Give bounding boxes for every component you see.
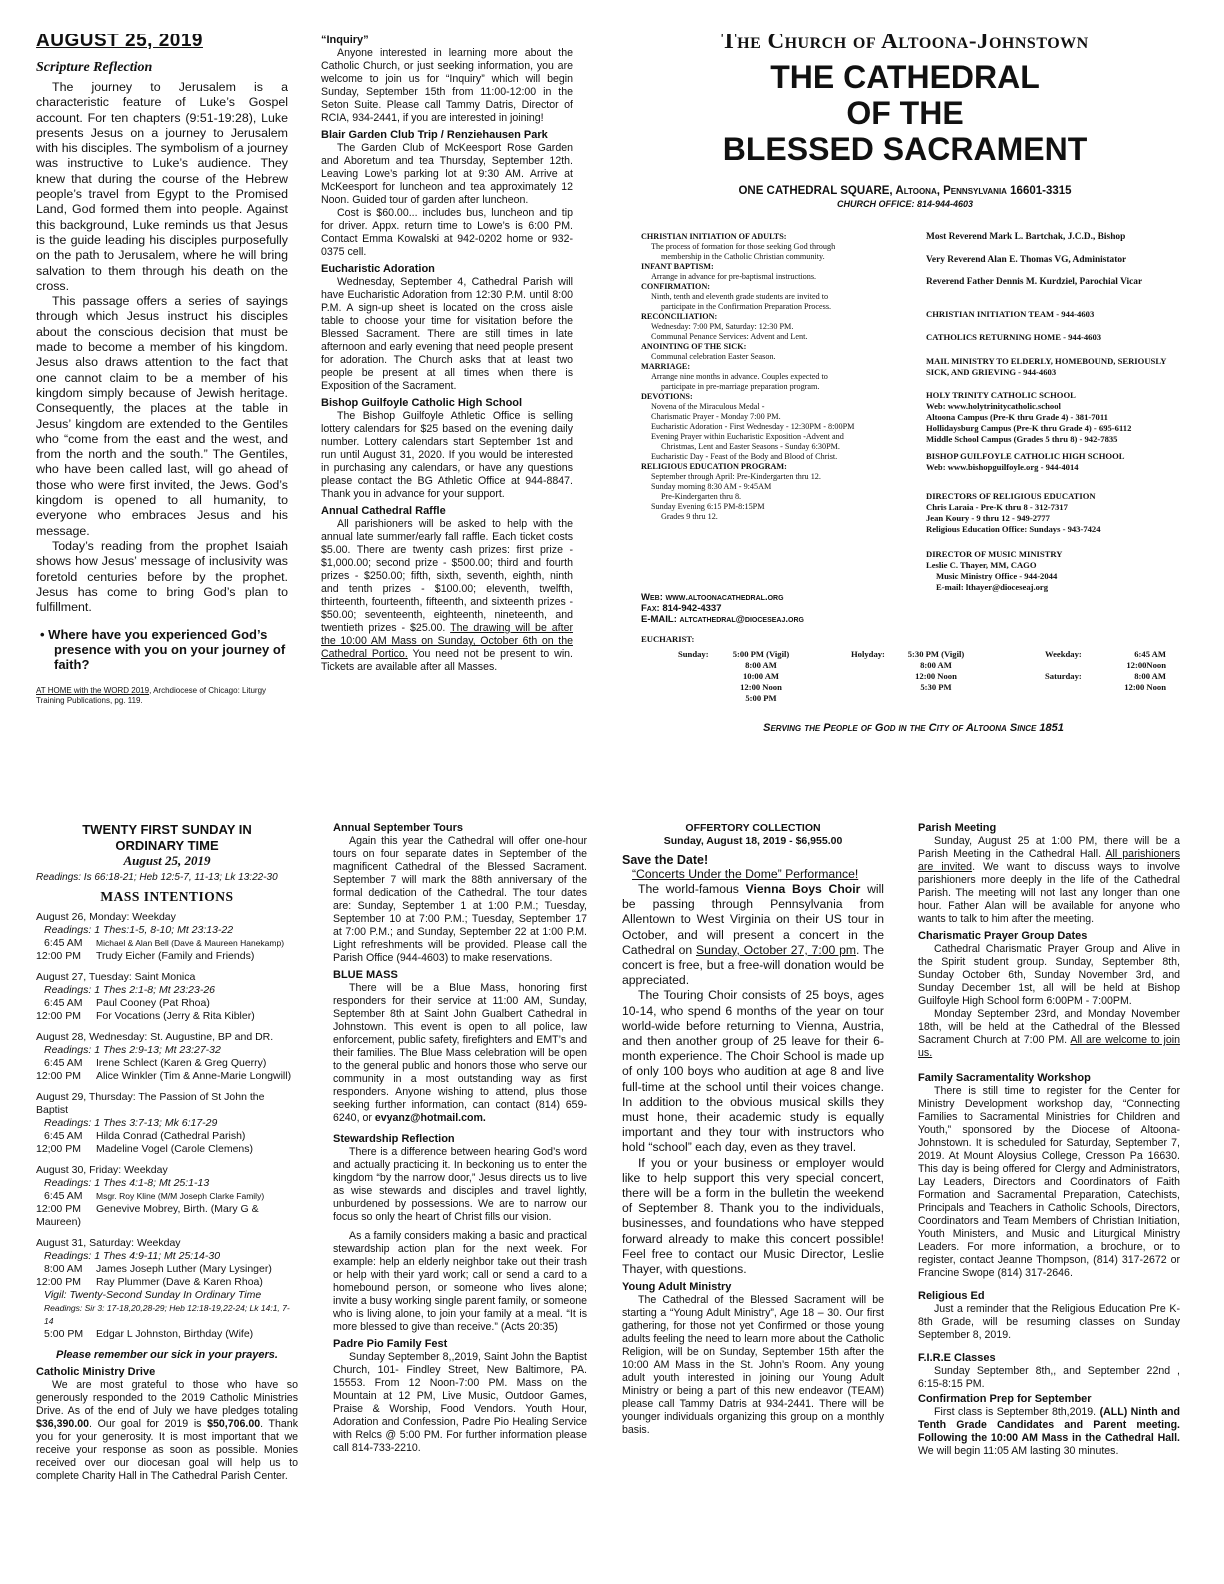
weekday-time: 12:00Noon [1126, 660, 1166, 670]
cathedral-line-2: OF THE [846, 95, 964, 131]
mass-intention [36, 1130, 298, 1143]
holyday-time: 5:30 PM [920, 682, 952, 692]
bg-text: The Bishop Guilfoyle Athletic Office is selling lottery calendars for $25 based on the evening daily number. Lottery calendars start September 1st and run until August 31, 2020. If you would be interested in purchasing any calendars, or have any questions please contact the BG Athletic Office at 944-8847. Thank you in advance for your support. [321, 410, 573, 500]
serving-tagline: Serving the People of God in the City of Altoona Since 1851 [763, 722, 1064, 734]
dre-title: DIRECTORS OF RELIGIOUS EDUCATION [926, 490, 1096, 501]
sacrament-title: CHRISTIAN INITIATION OF ADULTS: [641, 232, 787, 241]
sacrament-detail: Novena of the Miraculous Medal - [651, 402, 765, 411]
mass-day-title: August 27, Tuesday: Saint Monica [36, 971, 196, 983]
sacrament-detail: Arrange in advance for pre-baptismal instructions. [651, 272, 817, 281]
saturday-time: 8:00 AM [1134, 671, 1166, 681]
sacrament-detail: participate in the Confirmation Preparation Process. [661, 302, 832, 311]
concert-date: Sunday, October 27, 7:00 pm [696, 942, 856, 957]
support-text: If you or your business or employer would like to help support this very special concert, there will be a form in the bulletin the weekend of September 8. Thank you to the individuals, businesses, and foundations who have stepped forward already to make this concert possible! Feel free to contact our Music Director, Leslie Thayer, with questions. [622, 1155, 884, 1277]
sacrament-detail: Christmas, Lent and Easter Seasons - Sunday 6:30PM. [661, 442, 840, 451]
mass-time: 8:00 AM [44, 1263, 83, 1275]
music-email[interactable]: E-mail: lthayer@dioceseaj.org [936, 581, 1049, 592]
blue-mass-text-a: There will be a Blue Mass, honoring first responders for their service at 11:00 AM, Sunday, September 8th at Saint John Gualbert Cathedral in Johnstown. This event is open to all police, law enforcement, public safety, firefighters and EMT’s and their families. The Blue Mass celebration will be open to the general public and honors those who serve our community in a most outstanding way as first responders. Anyone wishing to attend, plus those seeking further information, can contact (814) 659-6240, or [333, 982, 587, 1124]
mass-intention-text: Madeline Vogel (Carole Clemens) [96, 1143, 253, 1155]
citation [36, 686, 288, 706]
bulletin-date: AUGUST 25, 2019 [36, 34, 203, 51]
mass-time: 12:00 PM [36, 950, 81, 962]
sunday-label: Sunday: [678, 649, 709, 659]
mass-day-readings: Readings: 1 Thes 2:1-8; Mt 23:23-26 [44, 984, 216, 996]
mass-intention-text: Paul Cooney (Pat Rhoa) [96, 997, 210, 1009]
scripture-column [36, 34, 288, 754]
sacrament-title: RECONCILIATION: [641, 312, 718, 321]
offertory-amount: Sunday, August 18, 2019 - $6,955.00 [663, 835, 843, 847]
mass-day-title: August 30, Friday: Weekday [36, 1164, 168, 1176]
inquiry-text: Anyone interested in learning more about the Catholic Church, or just seeking information, you are welcome to join us for “Inquiry” which will begin Sunday, September 15th from 11:00-12:00 in the Seton Suite. Please call Tammy Datris, Director of RCIA, 934-2441, if you are interested in joining! [321, 47, 573, 124]
mass-time: 12:00 PM [36, 1276, 81, 1288]
liturgical-title: TWENTY FIRST SUNDAY IN ORDINARY TIME [82, 822, 252, 853]
weekday-time: 6:45 AM [1134, 649, 1166, 659]
staff-vicar: Reverend Father Dennis M. Kurdziel, Parochial Vicar [926, 277, 1143, 287]
concert-column [622, 822, 884, 1562]
dre-line: Jean Koury - 9 thru 12 - 949-2777 [926, 512, 1050, 523]
holyday-times [896, 649, 976, 693]
mass-intention-text: James Joseph Luther (Mary Lysinger) [96, 1263, 272, 1275]
sacrament-detail: Communal celebration Easter Season. [651, 352, 776, 361]
mass-intention [36, 937, 298, 950]
concert-text [622, 882, 884, 988]
scripture-para: The journey to Jerusalem is a characteristic feature of Luke’s Gospel account. For ten chapters (9:51-19:28), Luke presents Jesus on a journey to Jerusalem with his disciples. The symbolism of a journey was instructive to Luke’s audience. They knew that during the course of the Hebrew people’s travel from Egypt to the Promised Land, God formed them into people. Against this background, Luke reminds us that Jesus is the guide leading his disciples purposefully on the path to Jerusalem, where he will bring salvation to them through his death on the cross. [36, 80, 288, 293]
mass-intention-text: Ray Plummer (Dave & Karen Rhoa) [96, 1276, 263, 1288]
sacrament-detail: The process of formation for those seeking God through [651, 242, 836, 251]
eucharist-schedule [641, 634, 1186, 714]
sacrament-title: INFANT BAPTISM: [641, 262, 714, 271]
confirmation-text-a: First class is September 8th,2019. [934, 1406, 1100, 1418]
sacrament-detail: Arrange nine months in advance. Couples expected to [651, 372, 828, 381]
sunday-times [721, 649, 801, 704]
mass-day [36, 1031, 298, 1083]
padre-pio-text: Sunday September 8,,2019, Saint John the Baptist Church, 101- Findley Street, New Baltimore, PA. 15553. From 12 Noon-7:00 PM. Mass on the Mountain at 12 PM, Live Music, Outdoor Games, Praise & Worship, Food Vendors. Youth Hour, Adoration and Confession, Padre Pio Healing Service with Relcs @ 5:00 PM. For further information please call 814-733-2210. [333, 1351, 587, 1454]
concert-text-a: The world-famous [638, 882, 746, 896]
religious-ed-heading: Religious Ed [918, 1290, 985, 1302]
sacrament-detail: membership in the Catholic Christian community. [661, 252, 825, 261]
mass-intention [36, 950, 298, 963]
school-web[interactable]: Web: www.holytrinitycatholic.school [926, 400, 1061, 411]
drive-text-a: We are most grateful to those who have so generously responded to the 2019 Catholic Ministries Drive. As of the end of July we have pledges totaling [36, 1379, 298, 1417]
charismatic-text-2: Monday September 23rd, and Monday November 18th, will be held at the Cathedral of the Blessed Sacrament Church at 7:00 PM. [918, 1008, 1180, 1046]
adoration-text: Wednesday, September 4, Cathedral Parish will have Eucharistic Adoration from 12:30 P.M. until 8:00 P.M. A sign-up sheet is located on the cross aisle table to choose your time for visitation before the Blessed Sacrament. There are still times in late afternoon and early evening that need people present for adoration. The Church asks that at least two people be present at all times when there is Exposition of the Sacrament. [321, 276, 573, 392]
confirmation-heading: Confirmation Prep for September [918, 1393, 1092, 1405]
concert-text-e: . The concert is free, but a free-will donation would be appreciated. [622, 942, 884, 988]
garden-text: The Garden Club of McKeesport Rose Garden and Aboretum and tea Thursday, September 12th. Leaving Lowe’s parking lot at 9:30 AM. Arrive at McKeesport for luncheon and tea approximately 12 Noon. Guided tour of garden after luncheon. [321, 142, 573, 206]
mass-intention [36, 1010, 298, 1023]
sacrament-title: ANOINTING OF THE SICK: [641, 342, 747, 351]
vigil-intention-text: Edgar L Johnston, Birthday (Wife) [96, 1328, 254, 1340]
bg-school-web[interactable]: Web: www.bishopguilfoyle.org - 944-4014 [926, 461, 1079, 472]
staff-directory [926, 232, 1182, 632]
blue-mass-text [333, 982, 587, 1125]
bg-school-title: BISHOP GUILFOYLE CATHOLIC HIGH SCHOOL [926, 450, 1125, 461]
address: ONE CATHEDRAL SQUARE, Altoona, Pennsylvania 16601-3315 [738, 185, 1072, 197]
scripture-para: Today’s reading from the prophet Isaiah shows how Jesus’ message of inclusivity was foretold centuries before by the prophet. Jesus has come to bring God’s plan to fulfillment. [36, 538, 288, 615]
mass-intention-text: Hilda Conrad (Cathedral Parish) [96, 1130, 246, 1142]
holyday-time: 5:30 PM (Vigil) [907, 649, 965, 659]
charismatic-text [918, 1008, 1180, 1060]
mass-time: 6:45 AM [44, 1130, 83, 1142]
school-campus: Hollidaysburg Campus (Pre-K thru Grade 4) - 695-6112 [926, 422, 1132, 433]
mass-day-title: August 29, Thursday: The Passion of St John the Baptist [36, 1091, 265, 1116]
sacrament-detail: Evening Prayer within Eucharistic Exposition -Advent and [651, 432, 844, 441]
blue-mass-email[interactable]: evyanz@hotmail.com. [374, 1112, 486, 1124]
mass-intention-text: Msgr. Roy Kline (M/M Joseph Clarke Family) [96, 1191, 265, 1201]
email-link[interactable]: E-MAIL: altcathedral@dioceseaj.org [641, 614, 804, 625]
save-the-date: Save the Date! [622, 853, 709, 867]
weekday-times [1096, 649, 1166, 671]
music-title: DIRECTOR OF MUSIC MINISTRY [926, 548, 1063, 559]
mass-intention-text: Genevive Mobrey, Birth. (Mary G & Maureen) [36, 1203, 259, 1228]
sacrament-detail: Charismatic Prayer - Monday 7:00 PM. [651, 412, 781, 421]
mass-time: 6:45 AM [44, 1190, 83, 1202]
cathedral-name [620, 59, 1190, 167]
sacrament-title: MARRIAGE: [641, 362, 691, 371]
mass-day-title: August 26, Monday: Weekday [36, 911, 176, 923]
dre-line: Chris Laraia - Pre-K thru 8 - 312-7317 [926, 501, 1068, 512]
choir-text: The Touring Choir consists of 25 boys, ages 10-14, who spend 6 months of the year on tour world-wide before returning to Vienna, Austria, and then another group of 25 leave for their 6-month experience. The Choir School is made up of only 100 boys who audition at age 8 and live full-time at the school until their voices change. In addition to the obvious musical skills they must hone, their academic study is equally important and they tour with instructors who hold “school” each day, even as they travel. [622, 988, 884, 1155]
sacrament-detail: Ninth, tenth and eleventh grade students are invited to [651, 292, 829, 301]
reflection-question-text: Where have you experienced God’s presence with you on your journey of faith? [48, 627, 286, 673]
cathedral-line-3: BLESSED SACRAMENT [722, 131, 1088, 167]
liturgical-date: August 25, 2019 [123, 853, 211, 868]
mass-intention [36, 1276, 298, 1289]
dre-block [926, 491, 1182, 535]
staff-administrator: Very Reverend Alan E. Thomas VG, Administator [926, 254, 1127, 265]
mass-time: 12:00 PM [36, 1070, 81, 1082]
fire-text: Sunday September 8th,, and September 22nd , 6:15-8:15 PM. [918, 1365, 1180, 1390]
tours-heading: Annual September Tours [333, 822, 463, 834]
sunday-time: 12:00 Noon [740, 682, 782, 692]
drive-text-c: . Our goal for 2019 is [89, 1418, 208, 1430]
mass-intention [36, 1263, 298, 1276]
mass-day [36, 1164, 298, 1229]
saturday-label: Saturday: [1045, 671, 1082, 681]
drive-heading: Catholic Ministry Drive [36, 1366, 156, 1378]
mass-day [36, 971, 298, 1023]
stewardship-text: There is a difference between hearing God’s word and actually practicing it. In beckoning us to enter the kingdom “by the narrow door,” Jesus directs us to live as wise stewards and disciples and travel lightly, unburdened by possessions. We are to narrow our focus so only the heart of Christ fills our vision. [333, 1146, 587, 1223]
sunday-time: 8:00 AM [745, 660, 777, 670]
garden-heading: Blair Garden Club Trip / Renziehausen Park [321, 129, 548, 141]
raffle-drawing: The drawing will be after the 10:00 AM Mass on Sunday, October 6th on the Cathedral Portico. [321, 622, 573, 660]
sacraments-list [641, 232, 923, 592]
mass-intention-text: Alice Winkler (Tim & Anne-Marie Longwill) [96, 1070, 292, 1082]
church-office: CHURCH OFFICE: 814-944-4603 [836, 199, 974, 209]
sacrament-detail: Wednesday: 7:00 PM, Saturday: 12:30 PM. [651, 322, 794, 331]
fax: Fax: 814-942-4337 [641, 603, 722, 614]
staff-bishop: Most Reverend Mark L. Bartchak, J.C.D., Bishop [926, 232, 1126, 242]
charismatic-heading: Charismatic Prayer Group Dates [918, 930, 1088, 942]
workshop-text: There is still time to register for the Center for Ministry Development workshop day, “Connecting Families to Sacramental Ministries for Children and Youth,” sponsored by the Diocese of Altoona-Johnstown. It is scheduled for Saturday, September 7, 2019. At Mount Aloysius College, Cresson Pa 16630. This day is being offered for Clergy and Administrators, Lay Leaders, Directors and Coordinators of Faith Formation and Sacramental Preparation, Catechists, Principals and Teachers in Catholic Schools, Directors, Coordinators and Team Members of Christian Initiation, Youth Ministers, and Music and Liturgical Ministry Leaders. For more information, a brochure, or to register, contact Jeanne Thompson, (814) 317-2672 or Francine Swope (814) 317-2646. [918, 1085, 1180, 1279]
adoration-heading: Eucharistic Adoration [321, 263, 435, 275]
raffle-text-b: You need not be present to win. Tickets are available after all Masses. [321, 648, 573, 673]
mass-day-readings: Readings: 1 Thes 2:9-13; Mt 23:27-32 [44, 1044, 221, 1056]
garden-text: Cost is $60.00... includes bus, luncheon and tip for driver. Appx. return time to Lowe’s is 6:00 PM. Contact Emma Kowalski at 942-0202 home or 932-0375 cell. [321, 207, 573, 258]
charismatic-text: Cathedral Charismatic Prayer Group and Alive in the Spirit student group. Sunday, September 8th, Sunday October 6th, Sunday November 3rd, and Sunday December 1st, all will be held at Bishop Guilfoyle High School form 6:00PM - 7:00PM. [918, 943, 1180, 1007]
weekday-label: Weekday: [1045, 649, 1082, 659]
young-adult-text: The Cathedral of the Blessed Sacrament will be starting a “Young Adult Ministry”, Age 18 – 30. Our first gathering, for those not yet Confirmed or those young adults feeling the need to learn more about the Catholic Religion, will be on Sunday, September 15th after the 10:00 AM Mass in the St. John’s Room. Any young adult youth interested in joining our Young Adult Ministry or being a part of this new endeavor (TEAM) please call Tammy Datris at 934-2441. There will be younger individuals organizing this group on a monthly basis. [622, 1294, 884, 1437]
parish-meeting-heading: Parish Meeting [918, 822, 997, 834]
mass-time: 6:45 AM [44, 1057, 83, 1069]
padre-pio-heading: Padre Pio Family Fest [333, 1338, 448, 1350]
mass-day-title: August 31, Saturday: Weekday [36, 1237, 181, 1249]
parish-meeting-text-b: . We want to discuss ways to involve parishioners more deeply in the life of the Cathedral Parish. The meeting will not last any longer than one hour. Father Alan will be available for anyone who wants to talk to him after the meeting. [918, 861, 1180, 925]
mass-intention-text: Trudy Eicher (Family and Friends) [96, 950, 255, 962]
sacrament-detail: Sunday Evening 6:15 PM-8:15PM [651, 502, 765, 511]
raffle-text-a: All parishioners will be asked to help with the annual late summer/early fall raffle. Each ticket costs $5.00. There are twenty cash prizes: first prize - $1,000.00; second prize - $500.00; third and fourth prizes - $250.00; fifth, sixth, seventh, eighth, ninth and tenth prizes - $100.00; eleventh, twelfth, thirteenth, fourteenth, fifteenth, and sixteenth prizes - $50.00; seventeenth, eighteenth, nineteenth, and twentieth prizes - $25.00. [321, 518, 573, 634]
scripture-heading: Scripture Reflection [36, 60, 153, 75]
announcements-column-2 [333, 822, 587, 1562]
mass-intention [36, 1143, 298, 1156]
drive-text [36, 1379, 298, 1483]
holyday-time: 8:00 AM [920, 660, 952, 670]
vigil-readings: Readings: Sir 3: 17-18,20,28-29; Heb 12:18-19,22-24; Lk 14:1, 7-14 [44, 1303, 290, 1326]
school-title: HOLY TRINITY CATHOLIC SCHOOL [926, 389, 1076, 400]
staff-returning: CATHOLICS RETURNING HOME - 944-4603 [926, 332, 1102, 342]
concert-text-c: will be passing through Pennsylvania from Allentown to West Virginia on their US tour in October, and will present a concert in the Cathedral on [622, 882, 884, 957]
mass-intentions-list [36, 911, 298, 1289]
masthead [620, 34, 1190, 214]
citation-link[interactable]: AT HOME with the WORD 2019 [36, 686, 150, 696]
announcements-column-1 [321, 34, 573, 754]
mass-day-readings: Readings: 1 Thes 4:1-8; Mt 25:1-13 [44, 1177, 210, 1189]
sunday-time: 5:00 PM (Vigil) [732, 649, 790, 659]
sunday-time: 10:00 AM [742, 671, 780, 681]
offertory-title: OFFERTORY COLLECTION [685, 822, 821, 834]
mass-time: 12:00 PM [36, 1203, 81, 1215]
drive-text-e: . Thank you for your generosity. It is most important that we receive your response as soon as possible. Monies received over our diocesan goal will help us to complete Charity Hall in The Cathedral Parish Center. [36, 1418, 298, 1482]
mass-day-readings: Readings: 1 Thes:1-5, 8-10; Mt 23:13-22 [44, 924, 234, 936]
stewardship-text: As a family considers making a basic and practical stewardship action plan for the next week. For example: help an elderly neighbor take out their trash or help with their yard work; call or send a card to a homebound person, or someone who lives alone; invite a busy working single parent family, or someone who is living alone, to join your family at a meal. “It is more blessed to give than receive.” (Acts 20:35) [333, 1230, 587, 1333]
religious-ed-text: Just a reminder that the Religious Education Pre K-8th Grade, will be resuming classes on Sunday September 8, 2019. [918, 1303, 1180, 1341]
music-block [926, 549, 1182, 593]
tours-text: Again this year the Cathedral will offer one-hour tours on four separate dates in September of the magnificent Cathedral of the Blessed Sacrament. September 7 will mark the 88th anniversary of the formal dedication of the Cathedral. The tour dates are: Sunday, September 1 at 1:00 P.M.; Tuesday, September 10 at 7:00 P.M.; Tuesday, September 17 at 7:00 P.M.; and Sunday, September 22 at 1:00 P.M. Light refreshments will be provided. Please call the Parish Office (944-4603) to make reservations. [333, 835, 587, 964]
mass-day-title: August 28, Wednesday: St. Augustine, BP and DR. [36, 1031, 274, 1043]
raffle-text [321, 518, 573, 674]
blue-mass-heading: BLUE MASS [333, 969, 398, 981]
sacrament-detail: Communal Penance Services: Advent and Lent. [651, 332, 808, 341]
school-campus: Middle School Campus (Grades 5 thru 8) - 942-7835 [926, 433, 1118, 444]
sacrament-detail: Pre-Kindergarten thru 8. [661, 492, 742, 501]
mass-intention [36, 1190, 298, 1203]
church-name: The Church of Altoona-Johnstown [721, 34, 1089, 53]
mass-day-readings: Readings: 1 Thes 3:7-13; Mk 6:17-29 [44, 1117, 218, 1129]
inquiry-heading: “Inquiry” [321, 34, 369, 46]
confirmation-text [918, 1406, 1180, 1458]
school-campus: Altoona Campus (Pre-K thru Grade 4) - 381-7011 [926, 411, 1108, 422]
drive-goal: $50,706.00 [207, 1418, 261, 1430]
choir-name: Vienna Boys Choir [745, 882, 861, 896]
staff-mail-ministry: MAIL MINISTRY TO ELDERLY, HOMEBOUND, SERIOUSLY SICK, AND GRIEVING - 944-4603 [926, 355, 1167, 377]
workshop-heading: Family Sacramentality Workshop [918, 1072, 1091, 1084]
holyday-time: 12:00 Noon [915, 671, 957, 681]
sacrament-title: RELIGIOUS EDUCATION PROGRAM: [641, 462, 787, 471]
reflection-question: • Where have you experienced God’s presence with you on your journey of faith? [40, 627, 286, 673]
sacrament-title: DEVOTIONS: [641, 392, 693, 401]
sunday-readings: Readings: Is 66:18-21; Heb 12:5-7, 11-13; Lk 13:22-30 [36, 872, 278, 883]
citation-rest: , Archdiocese of Chicago: Liturgy Training Publications, pg. 119. [36, 686, 267, 706]
vigil-block [36, 1289, 298, 1341]
mass-intention [36, 997, 298, 1010]
confirmation-meeting: (ALL) Ninth and Tenth Grade Candidates and Parent meeting. Following the 10:00 AM Mass in the Cathedral Hall. [918, 1406, 1180, 1444]
prayer-request: Please remember our sick in your prayers. [56, 1349, 278, 1361]
sacrament-detail: September through April: Pre-Kindergarten thru 12. [651, 472, 821, 481]
mass-day [36, 1237, 298, 1289]
announcements-column-3 [918, 822, 1180, 1562]
mass-intention [36, 1203, 298, 1229]
saturday-time: 12:00 Noon [1124, 682, 1166, 692]
mass-intention-text: Michael & Alan Bell (Dave & Maureen Hanekamp) [96, 938, 285, 948]
mass-time: 12:00 PM [36, 1010, 81, 1022]
sacrament-detail: Eucharistic Day - Feast of the Body and Blood of Christ. [651, 452, 838, 461]
school-block [926, 390, 1182, 473]
sacrament-detail: Grades 9 thru 12. [661, 512, 718, 521]
holyday-label: Holyday: [851, 649, 885, 659]
charismatic-welcome: All are welcome to join us. [918, 1034, 1180, 1059]
vigil-time: 5:00 PM [44, 1328, 84, 1340]
sunday-time: 5:00 PM [745, 693, 777, 703]
mass-intention [36, 1070, 298, 1083]
contact-info [641, 592, 923, 628]
dre-line: Religious Education Office: Sundays - 943-7424 [926, 523, 1101, 534]
mass-time: 12;00 PM [36, 1143, 81, 1155]
sacrament-title: CONFIRMATION: [641, 282, 710, 291]
vigil-intention [36, 1328, 298, 1341]
cathedral-line-1: THE CATHEDRAL [770, 59, 1040, 95]
drive-pledged: $36,390.00 [36, 1418, 90, 1430]
mass-day-readings: Readings: 1 Thes 4:9-11; Mt 25:14-30 [44, 1250, 221, 1262]
mass-intentions-column [36, 822, 298, 1562]
fire-heading: F.I.R.E Classes [918, 1352, 996, 1364]
vigil-title: Vigil: Twenty-Second Sunday In Ordinary Time [44, 1289, 262, 1301]
music-line: Leslie C. Thayer, MM, CAGO [926, 559, 1037, 570]
mass-intention [36, 1057, 298, 1070]
saturday-times [1096, 671, 1166, 693]
parish-meeting-text [918, 835, 1180, 926]
scripture-para: This passage offers a series of sayings through which Jesus instruct his disciples about the conscious decision that must be made to become a member of his kingdom. Jesus also draws attention to the fact that one cannot claim to be a member of his kingdom simply because of Jewish heritage. Consequently, the places at the table in Jesus’ kingdom are extended to the Gentiles who “come from the east and the west, and from the north and the south.” The Gentiles, who have been called last, will go ahead of those who were first invited, the Jews. God’s kingdom is opened to all humanity, to everyone who embraces Jesus and his message. [36, 294, 288, 538]
young-adult-heading: Young Adult Ministry [622, 1281, 732, 1294]
concert-heading: “Concerts Under the Dome” Performance! [632, 867, 859, 881]
sacrament-detail: Sunday morning 8:30 AM - 9:45AM [651, 482, 772, 491]
music-line: Music Ministry Office - 944-2044 [936, 570, 1058, 581]
sacrament-detail: participate in pre-marriage preparation program. [661, 382, 820, 391]
confirmation-text-c: We will begin 11:05 AM lasting 30 minutes. [918, 1445, 1119, 1457]
mass-intention-text: Irene Schlect (Karen & Greg Querry) [96, 1057, 267, 1069]
mass-day [36, 1091, 298, 1156]
raffle-heading: Annual Cathedral Raffle [321, 505, 446, 517]
mass-day [36, 911, 298, 963]
parish-meeting-text-a: Sunday, August 25 at 1:00 PM, there will be a Parish Meeting in the Cathedral Hall. [918, 835, 1180, 860]
mass-time: 6:45 AM [44, 937, 83, 949]
staff-initiation: CHRISTIAN INITIATION TEAM - 944-4603 [926, 308, 1095, 319]
parish-meeting-invite: All parishioners are invited [918, 848, 1180, 873]
web-link[interactable]: Web: www.altoonacathedral.org [641, 592, 784, 603]
mass-intention-text: For Vocations (Jerry & Rita Kibler) [96, 1010, 255, 1022]
mass-time: 6:45 AM [44, 997, 83, 1009]
sacrament-detail: Eucharistic Adoration - First Wednesday - 12:30PM - 8:00PM [651, 422, 855, 431]
stewardship-heading: Stewardship Reflection [333, 1133, 455, 1145]
bg-heading: Bishop Guilfoyle Catholic High School [321, 397, 523, 409]
mass-intentions-heading: MASS INTENTIONS [100, 889, 234, 904]
eucharist-label: EUCHARIST: [641, 634, 695, 644]
